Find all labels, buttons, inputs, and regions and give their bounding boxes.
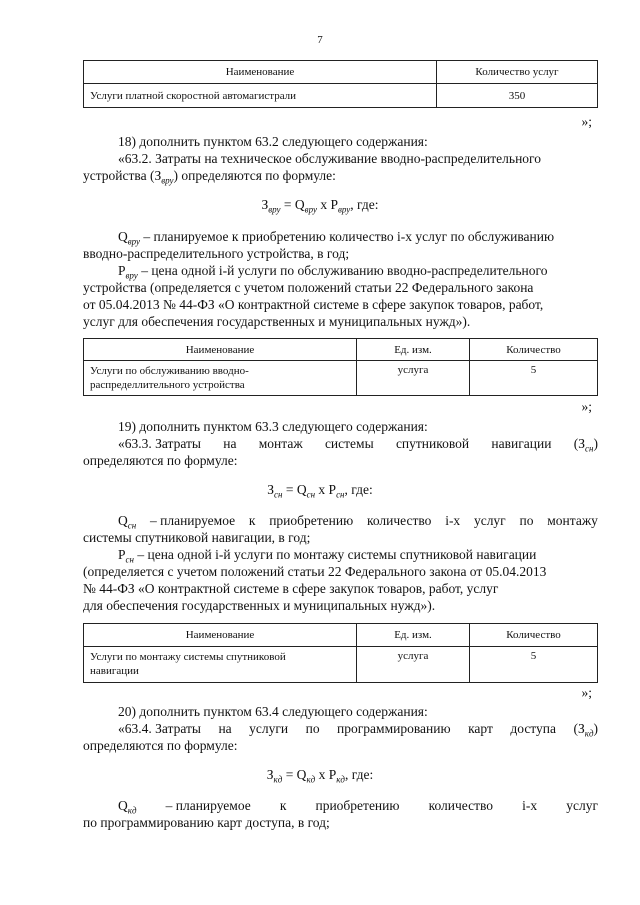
q-def-line1: $Q_{сн}$ – планируемое к приобретению количество i-х услуг по монтажу <box>118 513 598 531</box>
cell-quantity: 5 <box>470 361 598 396</box>
services-table-1 <box>83 60 598 108</box>
close-quote: »; <box>581 114 592 129</box>
cell-quantity: 5 <box>470 647 598 683</box>
services-table-2 <box>83 338 598 396</box>
p-def-line2: (определяется с учетом положений статьи 22 Федерального закона от 05.04.2013 <box>83 564 547 579</box>
para-63-4-line2: определяются по формуле: <box>83 738 238 753</box>
q-def-line2: вводно-распределительного устройства, в год; <box>83 246 350 261</box>
header-quantity: Количество услуг <box>437 61 598 84</box>
table-row <box>84 361 598 396</box>
q-def-line2: системы спутниковой навигации, в год; <box>83 530 311 545</box>
p-def-line4: для обеспечения государственных и муниципальных нужд»). <box>83 598 436 613</box>
header-name: Наименование <box>84 624 357 647</box>
formula-63-4: $З_{кд} = Q_{кд}$ x $P_{кд}$, где: <box>266 767 374 785</box>
services-table-3 <box>83 623 598 683</box>
header-unit: Ед. изм. <box>357 624 470 647</box>
para-63-3-line2: определяются по формуле: <box>83 453 238 468</box>
table-header-row <box>84 61 598 84</box>
para-63-2-line1: «63.2. Затраты на техническое обслуживание вводно-распределительного <box>118 151 541 166</box>
q-def-line2: по программированию карт доступа, в год; <box>83 815 330 830</box>
page-number: 7 <box>317 34 323 46</box>
close-quote: »; <box>581 399 592 414</box>
p-def-line3: № 44-ФЗ «О контрактной системе в сфере закупок товаров, работ, услуг <box>83 581 499 596</box>
table-row <box>84 84 598 108</box>
formula-63-2: $З_{вру} = Q_{вру}$ x $P_{вру}$, где: <box>261 197 379 215</box>
cell-unit: услуга <box>357 647 470 683</box>
header-unit: Ед. изм. <box>357 339 470 361</box>
q-def-line1: $Q_{кд}$ – планируемое к приобретению количество i-х услуг <box>118 798 598 816</box>
p-def-line4: услуг для обеспечения государственных и муниципальных нужд»). <box>83 314 471 329</box>
para-63-2-line2: устройства $(З_{вру})$ определяются по формуле: <box>83 168 336 186</box>
cell-name: Услуги по обслуживанию вводно- распределлительного устройства <box>84 361 357 396</box>
table-header-row <box>84 339 598 361</box>
cell-name: Услуги по монтажу системы спутниковой навигации <box>84 647 357 683</box>
table-row <box>84 647 598 683</box>
item-18: 18) дополнить пунктом 63.2 следующего содержания: <box>118 134 428 149</box>
header-quantity: Количество <box>470 339 598 361</box>
formula-63-3: $З_{сн} = Q_{сн}$ x $P_{сн}$, где: <box>267 482 373 500</box>
cell-quantity: 350 <box>437 84 598 108</box>
header-name: Наименование <box>84 61 437 84</box>
p-def-line1: $P_{вру}$ – цена одной i-й услуги по обслуживанию вводно-распределительного <box>118 263 548 281</box>
header-name: Наименование <box>84 339 357 361</box>
item-19: 19) дополнить пунктом 63.3 следующего содержания: <box>118 419 428 434</box>
p-def-line3: от 05.04.2013 № 44-ФЗ «О контрактной системе в сфере закупок товаров, работ, <box>83 297 544 312</box>
table-header-row <box>84 624 598 647</box>
p-def-line2: устройства (определяется с учетом положений статьи 22 Федерального закона <box>83 280 534 295</box>
cell-unit: услуга <box>357 361 470 396</box>
header-quantity: Количество <box>470 624 598 647</box>
q-def-line1: $Q_{вру}$ – планируемое к приобретению количество i-х услуг по обслуживанию <box>118 229 555 247</box>
para-63-3-line1: «63.3. Затраты на монтаж системы спутниковой навигации $(З_{сн})$ <box>118 436 598 454</box>
p-def-line1: $P_{сн}$ – цена одной i-й услуги по монтажу системы спутниковой навигации <box>118 547 537 565</box>
para-63-4-line1: «63.4. Затраты на услуги по программированию карт доступа $(З_{кд})$ <box>118 721 598 739</box>
item-20: 20) дополнить пунктом 63.4 следующего содержания: <box>118 704 428 719</box>
cell-name: Услуги платной скоростной автомагистрали <box>84 84 437 108</box>
close-quote: »; <box>581 685 592 700</box>
